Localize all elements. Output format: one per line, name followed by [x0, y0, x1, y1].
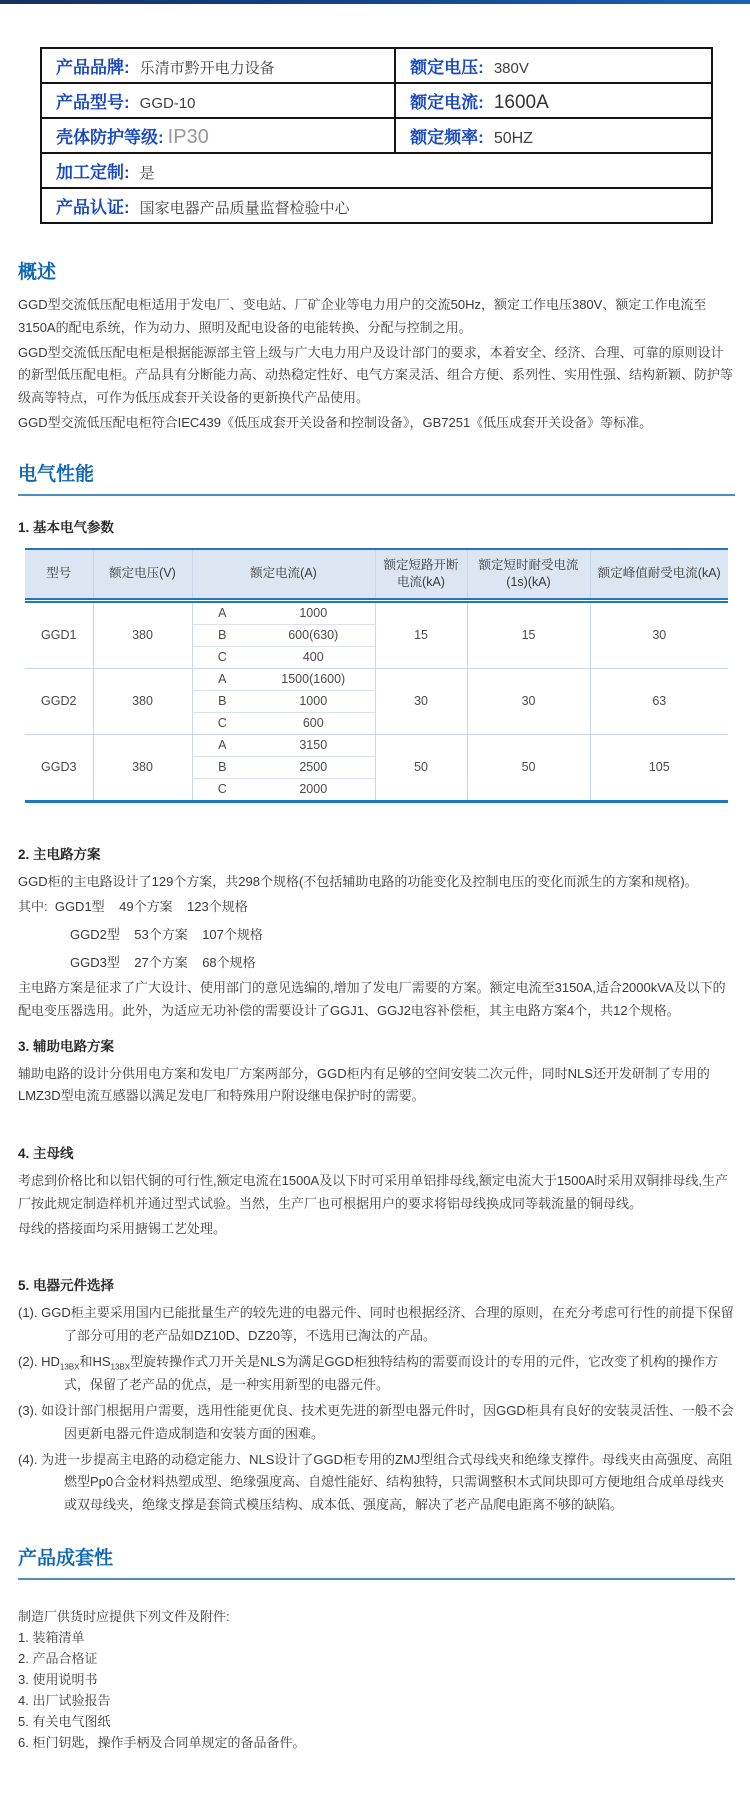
perf-breaking-ggd1: 15 — [375, 600, 467, 668]
top-accent-bar — [0, 0, 750, 4]
list-item: 4. 出厂试验报告 — [18, 1693, 111, 1709]
perf-current-letter: A — [192, 668, 252, 690]
perf-model-ggd3: GGD3 — [25, 734, 93, 801]
components-item-2-subscript: 13BX — [59, 1362, 80, 1372]
list-item: 1. 装箱清单 — [18, 1629, 85, 1645]
perf-header-model: 型号 — [25, 549, 93, 601]
table-row — [25, 668, 728, 690]
perf-model-ggd1: GGD1 — [41, 628, 77, 642]
electrical-parameters-table — [25, 548, 728, 803]
perf-current-letter: A — [192, 600, 252, 624]
spec-value-protection: IP30 — [167, 125, 209, 148]
perf-voltage-ggd1: 380 — [93, 600, 192, 668]
list-item: 3. 使用说明书 — [18, 1672, 98, 1688]
spec-cell-certification — [41, 188, 712, 223]
spec-label-brand: 产品品牌: — [56, 58, 130, 77]
perf-header-peak: 额定峰值耐受电流(kA) — [590, 549, 728, 601]
perf-header-current: 额定电流(A) — [192, 549, 375, 601]
busbar-text-1: 考虑到价格比和以铝代铜的可行性,额定电流在1500A及以下时可采用单铝排母线,额定电流大于1500A时采用双铜排母线,生产厂按此规定制造样机并通过型式试验。当然，生产厂也可根据用户的要求将铝母线换成同等载流量的铜母线。 — [18, 1173, 729, 1211]
perf-current-letter: A — [192, 734, 252, 756]
spec-row-protection-frequency — [41, 118, 712, 153]
spec-label-certification: 产品认证: — [56, 198, 130, 217]
perf-current-value: 3150 — [252, 734, 375, 756]
perf-withstand-ggd2: 30 — [467, 668, 590, 734]
spec-value-rated-current: 1600A — [493, 91, 549, 113]
spec-cell-custom — [41, 153, 712, 188]
perf-current-value: 400 — [302, 650, 324, 664]
perf-current-value: 1500(1600) — [252, 668, 375, 690]
perf-current-letter: B — [192, 756, 252, 778]
spec-cell-protection — [41, 118, 395, 153]
perf-current-letter: C — [192, 778, 252, 801]
spec-label-protection: 壳体防护等级: — [56, 127, 164, 147]
spec-row-certification — [41, 188, 712, 223]
completeness-section-title: 产品成套性 — [18, 1543, 735, 1580]
perf-current-value: 1000 — [252, 600, 375, 624]
main-circuit-scheme-ggd1: 其中: GGD1型 49个方案 123个规格 — [18, 899, 248, 915]
table-row — [25, 734, 728, 756]
list-item: 2. 产品合格证 — [18, 1651, 98, 1666]
perf-current-letter: C — [192, 646, 252, 668]
spec-value-custom: 是 — [139, 165, 155, 182]
perf-peak-ggd1: 30 — [590, 600, 728, 668]
spec-cell-brand — [41, 48, 395, 83]
perf-withstand-ggd3: 50 — [467, 734, 590, 801]
spec-label-rated-voltage: 额定电压: — [410, 58, 484, 77]
page-content — [0, 257, 750, 1815]
spec-label-rated-current: 额定电流: — [410, 92, 484, 112]
perf-current-value: 2000 — [299, 782, 328, 796]
perf-withstand-ggd1: 15 — [467, 600, 590, 668]
perf-breaking-ggd2: 30 — [375, 668, 467, 734]
components-item-3: (3). 如设计部门根据用户需要，选用性能更优良、技术更先进的新型电器元件时，因GGD柜具有良好的安装灵活性、一般不会因更新电器元件造成制造和安装方面的困难。 — [18, 1403, 734, 1441]
product-spec-table — [40, 47, 713, 224]
spec-value-certification: 国家电器产品质量监督检验中心 — [139, 200, 350, 217]
main-circuit-intro: GGD柜的主电路设计了129个方案，共298个规格(不包括辅助电路的功能变化及控制电压的变化而派生的方案和规格)。 — [18, 873, 698, 889]
components-heading: 5. 电器元件选择 — [18, 1278, 115, 1294]
perf-current-value: 600(630) — [252, 624, 375, 646]
overview-paragraph-2: GGD型交流低压配电柜是根据能源部主管上级与广大电力用户及设计部门的要求，本着安全、经济、合理、可靠的原则设计的新型低压配电柜。产品具有分断能力高、动热稳定性好、电气方案灵活、组合方便、系列性、实用性强、结构新颖、防护等级高等特点，可作为低压成套开关设备的更新换代产品使用。 — [18, 344, 734, 405]
completeness-intro: 制造厂供货时应提供下列文件及附件: — [18, 1608, 230, 1624]
list-item: 6. 柜门钥匙，操作手柄及合同单规定的备品备件。 — [18, 1735, 306, 1751]
perf-voltage-ggd2: 380 — [93, 668, 192, 734]
busbar-heading: 4. 主母线 — [18, 1146, 74, 1162]
overview-paragraph-3: GGD型交流低压配电柜符合IEC439《低压成套开关设备和控制设备》，GB7251《低压成套开关设备》等标准。 — [18, 414, 653, 430]
spec-row-custom — [41, 153, 712, 188]
spec-label-frequency: 额定频率: — [410, 128, 484, 147]
main-circuit-outro: 主电路方案是征求了广大设计、使用部门的意见选编的,增加了发电厂需要的方案。额定电流至3150A,适合2000kVA及以下的配电变压器选用。此外，为适应无功补偿的需要设计了GGJ1、GGJ2电容补偿柜，其主电路方案4个，共12个规格。 — [18, 980, 726, 1018]
overview-section-title: 概述 — [18, 262, 57, 283]
perf-header-breaking: 额定短路开断电流(kA) — [375, 549, 467, 601]
aux-circuit-text: 辅助电路的设计分供用电方案和发电厂方案两部分，GGD柜内有足够的空间安装二次元件，同时NLS还开发研制了专用的LMZ3D型电流互感器以满足发电厂和特殊用户附设继电保护时的需要。 — [18, 1065, 710, 1104]
perf-current-value: 1000 — [252, 690, 375, 712]
spec-value-frequency: 50HZ — [493, 130, 533, 147]
main-circuit-heading: 2. 主电路方案 — [18, 846, 101, 862]
spec-row-model-current — [41, 83, 712, 118]
spec-cell-model — [41, 83, 395, 118]
aux-circuit-heading: 3. 辅助电路方案 — [18, 1038, 115, 1054]
perf-header-row — [25, 549, 728, 601]
perf-header-withstand: 额定短时耐受电流(1s)(kA) — [467, 549, 590, 601]
overview-paragraph-1: GGD型交流低压配电柜适用于发电厂、变电站、厂矿企业等电力用户的交流50Hz，额定工作电压380V、额定工作电流至3150A的配电系统，作为动力、照明及配电设备的电能转换、分配与控制之用。 — [18, 297, 707, 335]
spec-row-brand-voltage — [41, 48, 712, 83]
components-item-2-part: 型旋转操作式刀开关是NLS为满足GGD柜独特结构的需要而设计的专用的元件，它改变了机构的操作方式，保留了老产品的优点，是一种实用新型的电器元件。 — [64, 1353, 719, 1393]
table-row — [25, 600, 728, 624]
spec-label-model: 产品型号: — [56, 93, 130, 112]
perf-current-letter: B — [192, 624, 252, 646]
spec-label-custom: 加工定制: — [56, 163, 130, 182]
main-circuit-scheme-ggd2: GGD2型 53个方案 107个规格 — [70, 927, 263, 943]
busbar-text-2: 母线的搭接面均采用搪锡工艺处理。 — [18, 1220, 227, 1236]
components-item-2 — [18, 1351, 735, 1397]
spec-value-model: GGD-10 — [139, 95, 196, 112]
perf-model-ggd2: GGD2 — [25, 668, 93, 734]
perf-current-value: 2500 — [252, 756, 375, 778]
perf-peak-ggd3: 105 — [590, 734, 728, 801]
components-item-2-subscript: 13BX — [110, 1362, 131, 1372]
basic-params-heading: 1. 基本电气参数 — [18, 519, 115, 535]
perf-header-voltage: 额定电压(V) — [93, 549, 192, 601]
components-item-2-part: 和HS — [79, 1353, 111, 1369]
spec-cell-frequency — [395, 118, 712, 153]
perf-current-letter: B — [192, 690, 252, 712]
main-circuit-scheme-ggd3: GGD3型 27个方案 68个规格 — [70, 955, 256, 971]
spec-value-brand: 乐清市黔开电力设备 — [139, 60, 275, 77]
perf-peak-ggd2: 63 — [590, 668, 728, 734]
overview-body — [18, 294, 735, 435]
components-item-2-part: (2). HD — [18, 1353, 60, 1369]
perf-voltage-ggd3: 380 — [93, 734, 192, 801]
electrical-section-title: 电气性能 — [18, 459, 735, 496]
perf-current-value: 600 — [302, 716, 324, 730]
components-item-1: (1). GGD柜主要采用国内已能批量生产的较先进的电器元件、同时也根据经济、合理的原则，在充分考虑可行性的前提下保留了部分可用的老产品如DZ10D、DZ20等，不选用已淘汰的产品。 — [18, 1305, 734, 1344]
perf-current-letter: C — [192, 712, 252, 734]
spec-cell-rated-current — [395, 83, 712, 118]
list-item: 5. 有关电气图纸 — [18, 1714, 111, 1730]
spec-cell-rated-voltage — [395, 48, 712, 83]
spec-value-rated-voltage: 380V — [493, 60, 529, 77]
components-item-4: (4). 为进一步提高主电路的动稳定能力、NLS设计了GGD柜专用的ZMJ型组合式母线夹和绝缘支撑件。母线夹由高强度、高阻燃型Pp0合金材料热塑成型、绝缘强度高、自熄性能好、结构独特，只需调整积木式间块即可方便地组合成单母线夹或双母线夹，绝缘支撑是套筒式模压结构、成本低、强度高，解决了老产品爬电距离不够的缺陷。 — [18, 1451, 733, 1513]
perf-breaking-ggd3: 50 — [375, 734, 467, 801]
